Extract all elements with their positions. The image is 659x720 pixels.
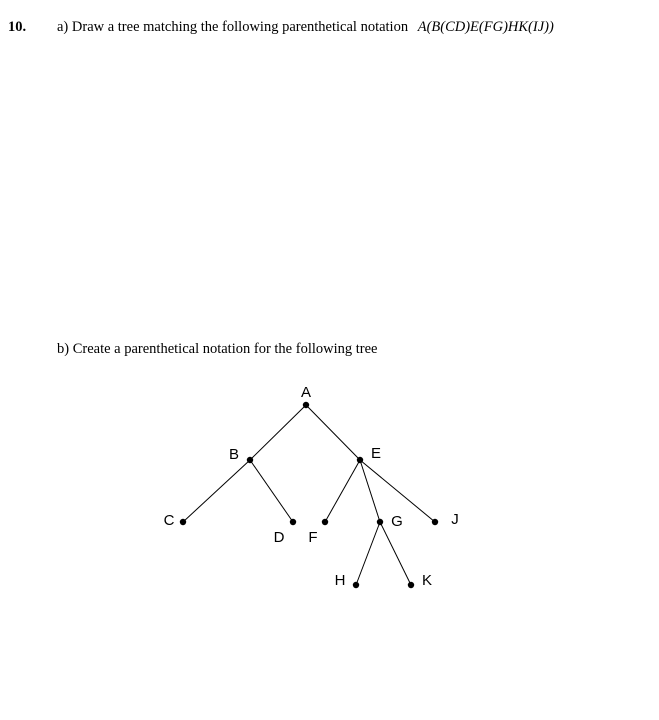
tree-node-label-g: G [391,512,403,530]
part-a-text: a) Draw a tree matching the following parenthetical notation [57,19,409,35]
tree-node-label-c: C [163,511,175,529]
part-a-notation: A(B(CD)E(FG)HK(IJ)) [417,19,554,35]
question-number: 10. [8,19,27,35]
tree-node-dot-c [180,519,186,525]
tree-edge-a-b [250,405,306,460]
tree-labels [164,384,459,589]
tree-edge-b-d [250,460,293,522]
tree-node-label-h: H [334,571,346,589]
tree-node-dot-b [247,457,253,463]
tree-edge-b-c [183,460,250,522]
tree-edge-e-g [360,460,380,522]
tree-edge-e-f [325,460,360,522]
tree-node-dot-d [290,519,296,525]
tree-edge-g-k [380,522,411,585]
tree-node-dot-g [377,519,383,525]
tree-node-dot-j [432,519,438,525]
tree-node-label-k: K [421,571,433,589]
tree-node-dot-f [322,519,328,525]
part-b-text: b) Create a parenthetical notation for the following tree [57,341,378,357]
tree-edge-a-e [306,405,360,460]
tree-node-dot-h [353,582,359,588]
tree-node-label-b: B [228,445,240,463]
tree-edge-g-h [356,522,380,585]
tree-nodes [180,402,438,588]
tree-node-label-d: D [273,528,285,546]
tree-node-dot-a [303,402,309,408]
tree-edges [183,405,435,585]
tree-node-label-a: A [300,383,312,401]
tree-node-label-j: J [451,510,459,528]
tree-node-dot-e [357,457,363,463]
tree-node-dot-k [408,582,414,588]
tree-node-label-f: F [308,528,318,546]
tree-node-label-e: E [370,444,382,462]
